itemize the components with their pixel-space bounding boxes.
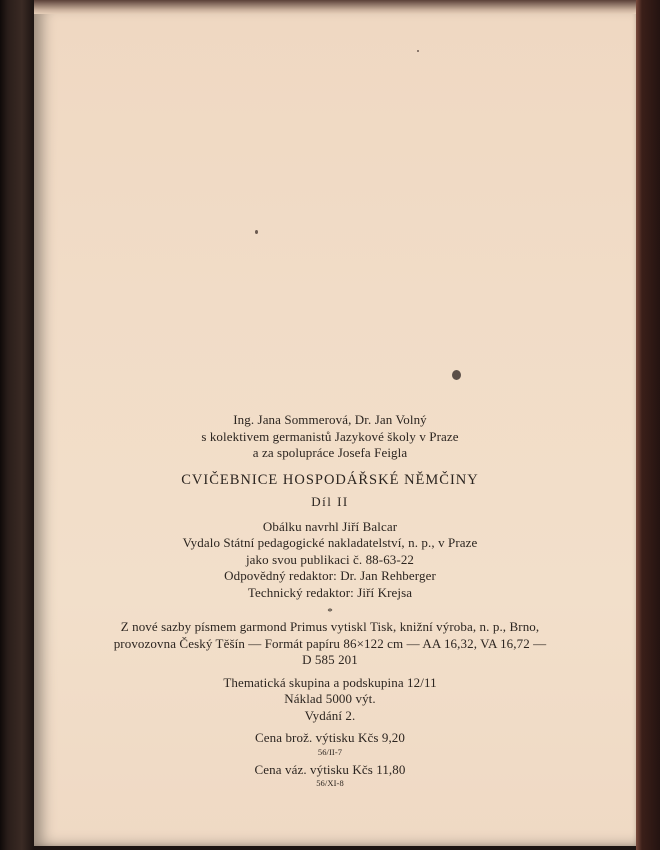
printing-line-3: D 585 201 [302,652,358,667]
printing-line-1: Z nové sazby písmem garmond Primus vytiskl Tisk, knižní výroba, n. p., Brno, [120,619,540,634]
cover-credit: Obálku navrhl Jiří Balcar [262,518,398,534]
colophon [113,412,547,788]
price-paperback-code: 56/II-7 [317,746,343,757]
editor-line: Odpovědný redaktor: Dr. Jan Rehberger [224,568,436,583]
book-cover-right-edge [636,0,660,850]
price-paperback: Cena brož. výtisku Kčs 9,20 [254,730,405,745]
separator-asterisk: * [327,606,333,618]
paper-speck [452,370,461,380]
book-part: Díl II [311,494,349,509]
publisher-line: Vydalo Státní pedagogické nakladatelství, n. p., v Praze [182,535,478,550]
paper-speck [255,230,258,234]
book-title: CVIČEBNICE HOSPODÁŘSKÉ NĚMČINY [181,471,479,488]
printing-line-2: provozovna Český Těšín — Formát papíru 86×122 cm — AA 16,32, VA 16,72 — [113,635,547,651]
print-run: Náklad 5000 výt. [284,691,376,706]
page-top-edge [34,0,638,14]
authors-collective-line: s kolektivem germanistů Jazykové školy v Praze [201,428,459,444]
edition-number: Vydání 2. [304,707,356,723]
publication-number: jako svou publikaci č. 88-63-22 [245,551,415,567]
price-hardcover: Cena váz. výtisku Kčs 11,80 [254,761,406,777]
paper-speck [417,50,419,52]
authors-collab-line: a za spolupráce Josefa Feigla [252,445,408,460]
price-hardcover-code: 56/XI-8 [316,778,344,788]
authors-line: Ing. Jana Sommerová, Dr. Jan Volný [233,412,427,427]
tech-editor-line: Technický redaktor: Jiří Krejsa [247,584,413,600]
thematic-group: Thematická skupina a podskupina 12/11 [223,674,437,690]
